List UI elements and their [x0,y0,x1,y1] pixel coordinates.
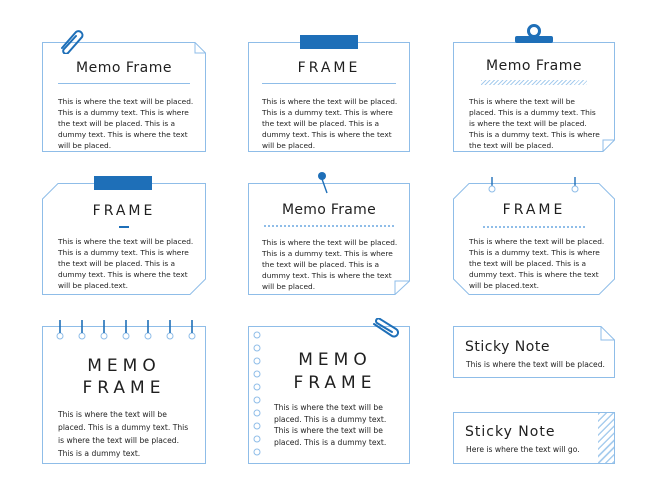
tape-strip [300,35,358,49]
frame-title-line2: FRAME [293,373,377,393]
tape-strip [94,176,152,190]
frame-body-text: This is where the text will be placed. This is a dummy text. This is where the text will be placed. This is a dummy text. This is where the text will be placed. [58,97,194,150]
frame-body-text: This is where the text will be placed. This is a dummy text. This is where the text will be placed. This is a dummy text. This is where the text will be placed.text. [469,237,605,290]
frame-body-text: This is where the text will be placed. This is a dummy text. This is where the text will be placed. This is a dummy text. This is where the text will be placed.text. [58,237,194,290]
frame-title-line1: MEMO [298,350,372,370]
spiral-binding [42,320,206,342]
memo-frame-3 [453,42,615,152]
pin-icon-left [487,177,497,195]
memo-frame-5 [248,183,410,295]
frame-title: Memo Frame [486,58,582,74]
memo-frame-8 [248,326,410,464]
frame-title-line1: MEMO [87,356,161,376]
memo-frame-2 [248,42,410,152]
frame-title: Memo Frame [76,60,172,76]
paperclip-icon [370,318,400,342]
paperclip-icon [56,28,84,54]
memo-frame-1 [42,42,206,152]
frame-title: Memo Frame [282,202,376,218]
title-divider [58,83,190,84]
frame-body-text: This is where the text will be placed. This is a dummy text. This is where the text will be placed. This is a dummy text. This is where the text will be placed. [469,97,600,150]
sticky-note-title: Sticky Note [465,424,556,440]
sticky-note-text: Here is where the text will go. [466,445,580,454]
sticky-note-1 [453,326,615,378]
frame-body-text: This is where the text will be placed. This is a dummy text. This is where the text will be placed. This is a dummy text. This is where the text will be placed. [262,97,398,150]
dotted-divider [264,225,394,227]
sticky-note-title: Sticky Note [465,339,550,355]
title-accent [119,226,129,228]
pushpin-icon [316,171,332,197]
frame-title: FRAME [92,203,156,219]
dotted-divider [483,226,585,228]
sticky-note-2 [453,412,615,464]
binder-clip-icon [515,24,553,48]
memo-frame-4 [42,183,206,295]
memo-frame-7 [42,326,206,464]
hatched-divider [481,80,587,85]
frame-body-text: This is where the text will be placed. This is a dummy text. This is where the text will be placed. This is a dummy text. [58,410,189,458]
title-divider [262,83,396,84]
frame-title: FRAME [502,202,566,218]
frame-title-line2: FRAME [82,378,166,398]
sticky-note-text: This is where the text will be placed. [466,360,605,369]
frame-body-text: This is where the text will be placed. This is a dummy text. This is where the text will be placed. This is a dummy text. [274,403,387,447]
frame-title: FRAME [297,60,361,76]
frame-body-text: This is where the text will be placed. This is a dummy text. This is where the text will be placed. This is a dummy text. This is where the text will be placed. [262,238,398,291]
memo-frame-6 [453,183,615,295]
pin-icon-right [570,177,580,195]
